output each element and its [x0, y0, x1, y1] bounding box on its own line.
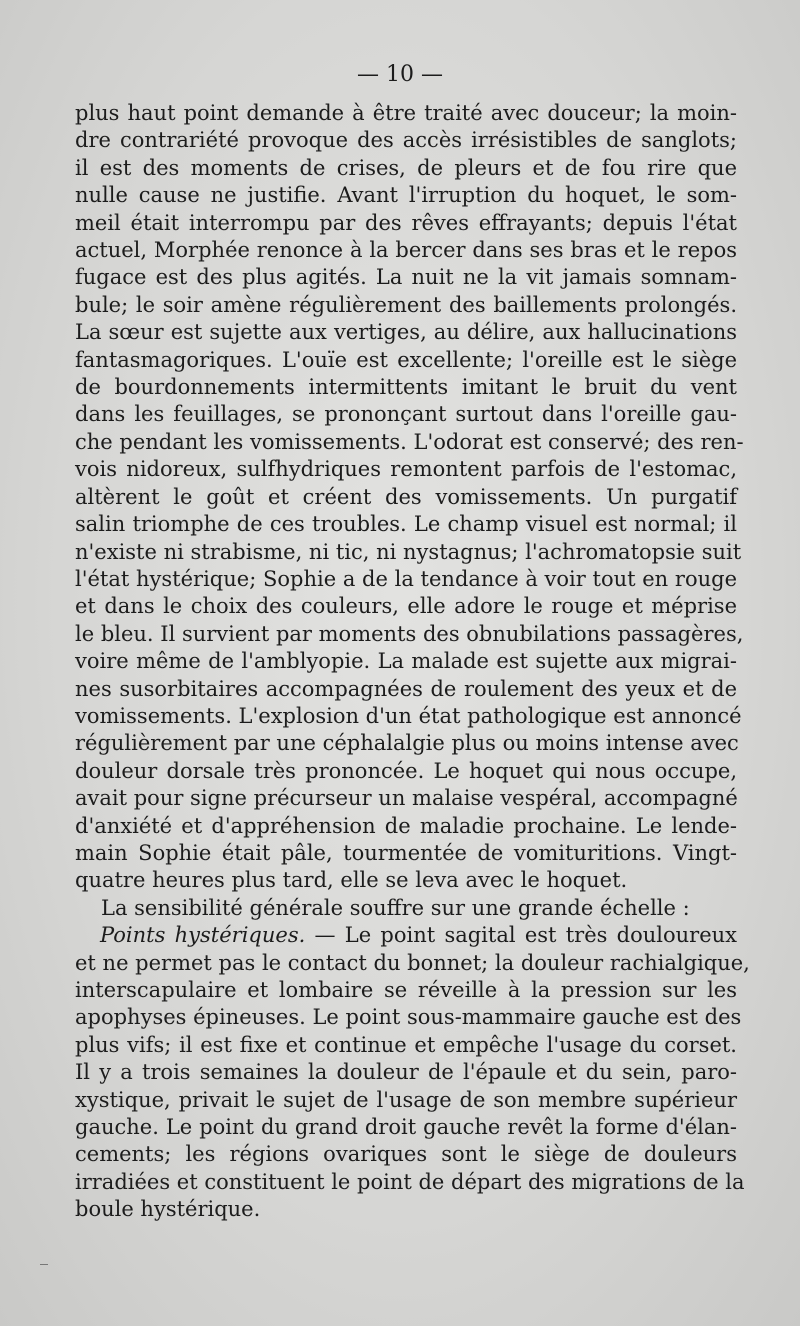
text-line: main Sophie était pâle, tourmentée de vomituritions. Vingt- — [75, 840, 737, 865]
text-line: La sensibilité générale souffre sur une grande échelle : — [101, 895, 690, 920]
text-line: actuel, Morphée renonce à la bercer dans ses bras et le repos — [75, 238, 737, 263]
text-line: et ne permet pas le contact du bonnet; la douleur rachialgique, — [75, 950, 750, 975]
text-line: xystique, privait le sujet de l'usage de son membre supérieur — [75, 1087, 737, 1112]
text-line: salin triomphe de ces troubles. Le champ visuel est normal; il — [75, 512, 737, 537]
text-line: vois nidoreux, sulfhydriques remontent parfois de l'estomac, — [75, 457, 737, 482]
text-line: voire même de l'amblyopie. La malade est sujette aux migrai- — [75, 649, 737, 674]
text-line: vomissements. L'explosion d'un état pathologique est annoncé — [75, 703, 742, 728]
text-line: régulièrement par une céphalalgie plus ou moins intense avec — [75, 731, 739, 756]
text-line: irradiées et constituent le point de départ des migrations de la — [75, 1169, 745, 1194]
text-line: interscapulaire et lombaire se réveille à la pression sur les — [75, 978, 737, 1002]
text-line: nulle cause ne justifie. Avant l'irruption du hoquet, le som- — [75, 183, 737, 208]
text-line: apophyses épineuses. Le point sous-mammaire gauche est des — [75, 1005, 742, 1030]
text-line: avait pour signe précurseur un malaise vespéral, accompagné — [75, 786, 738, 811]
text-line: meil était interrompu par des rêves effrayants; depuis l'état — [75, 210, 737, 235]
text-line: bule; le soir amène régulièrement des baillements prolongés. — [75, 292, 737, 317]
page-number: — 10 — — [357, 62, 443, 87]
text-run: — Le point sagital est très douloureux — [305, 923, 737, 948]
text-line: de bourdonnements intermittents imitant le bruit du vent — [75, 375, 737, 400]
text-line: n'existe ni strabisme, ni tic, ni nystagnus; l'achromatopsie suit — [75, 539, 742, 564]
section-heading: Points hystériques. — [100, 923, 306, 948]
text-line: cements; les régions ovariques sont le siège de douleurs — [75, 1142, 737, 1167]
text-line: La sœur est sujette aux vertiges, au délire, aux hallucinations — [75, 320, 737, 345]
text-line: Il y a trois semaines la douleur de l'épaule et du sein, paro- — [75, 1060, 737, 1085]
text-line: dans les feuillages, se prononçant surtout dans l'oreille gau- — [75, 402, 737, 427]
paragraph-hysterical-points — [75, 922, 750, 1223]
text-line: et dans le choix des couleurs, elle adore le rouge et méprise — [75, 594, 737, 619]
text-line: che pendant les vomissements. L'odorat est conservé; des ren- — [75, 429, 744, 454]
text-line: il est des moments de crises, de pleurs et de fou rire que — [75, 155, 737, 180]
text-line: nes susorbitaires accompagnées de roulement des yeux et de — [75, 676, 737, 701]
body-text — [75, 100, 750, 1224]
text-line: d'anxiété et d'appréhension de maladie prochaine. Le lende- — [75, 813, 737, 838]
paragraph-patient-symptoms — [75, 100, 744, 895]
text-line — [75, 922, 737, 949]
text-line: fugace est des plus agités. La nuit ne la vit jamais somnam- — [75, 265, 737, 290]
text-line: altèrent le goût et créent des vomissements. Un purgatif — [75, 484, 737, 509]
text-line: gauche. Le point du grand droit gauche revêt la forme d'élan- — [75, 1115, 737, 1140]
text-line: fantasmagoriques. L'ouïe est excellente; l'oreille est le siège — [75, 347, 737, 372]
text-line: dre contrariété provoque des accès irrésistibles de sanglots; — [75, 128, 737, 153]
paragraph-general-sensibility — [75, 895, 737, 922]
text-line: boule hystérique. — [75, 1197, 261, 1222]
text-line: l'état hystérique; Sophie a de la tendance à voir tout en rouge — [75, 566, 737, 591]
text-line: douleur dorsale très prononcée. Le hoquet qui nous occupe, — [75, 758, 737, 783]
text-line: plus haut point demande à être traité avec douceur; la moin- — [75, 101, 737, 125]
text-line: quatre heures plus tard, elle se leva avec le hoquet. — [75, 868, 628, 893]
margin-mark — [40, 1264, 48, 1265]
text-line: plus vifs; il est fixe et continue et empêche l'usage du corset. — [75, 1032, 737, 1057]
text-line: le bleu. Il survient par moments des obnubilations passagères, — [75, 621, 744, 646]
